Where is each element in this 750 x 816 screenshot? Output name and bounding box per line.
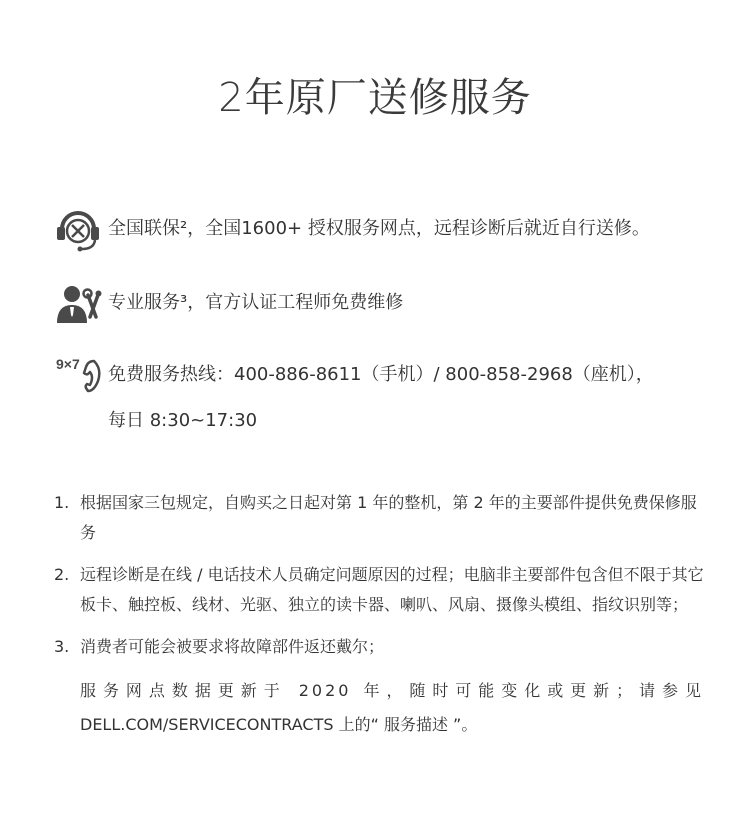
footnote-text: 根据国家三包规定，自购买之日起对第 1 年的整机，第 2 年的主要部件提供免费保修服务 [80, 493, 697, 542]
footnote-1 [54, 488, 704, 548]
footnote-number: 1. [54, 493, 70, 512]
footnote-text: 远程诊断是在线 / 电话技术人员确定问题原因的过程；电脑非主要部件包含但不限于其它板卡、触控板、线材、光驱、独立的读卡器、喇叭、风扇、摄像头模组、指纹识别等； [80, 565, 704, 614]
hotline-numbers: 免费服务热线：400-886-8611（手机）/ 800-858-2968（座机）， [108, 364, 654, 385]
footnote-text: 消费者可能会被要求将故障部件返还戴尔； [80, 637, 385, 656]
hotline-9x7-phone-icon [54, 352, 108, 400]
footnote-service-link-line: DELL.COM/SERVICECONTRACTS 上的“ 服务描述 ”。 [80, 715, 478, 734]
footnote-update-line: 服务网点数据更新于 2020 年，随时可能变化或更新；请参见 [80, 681, 704, 700]
feature-professional-service [54, 280, 714, 328]
hotline-hours: 每日 8:30~17:30 [108, 410, 258, 431]
feature-text: 专业服务³，官方认证工程师免费维修 [108, 292, 404, 313]
feature-text [108, 352, 654, 444]
footnote-number: 3. [54, 637, 70, 656]
page-title: 2年原厂送修服务 [218, 75, 532, 121]
support-headset-icon [54, 206, 108, 254]
engineer-repair-icon [54, 280, 108, 328]
feature-nationwide-warranty [54, 206, 714, 254]
footnote-data-update [80, 674, 704, 742]
feature-text: 全国联保²，全国1600+ 授权服务网点，远程诊断后就近自行送修。 [108, 218, 650, 239]
feature-hotline [54, 352, 714, 444]
footnote-3 [54, 632, 704, 662]
footnotes [54, 488, 704, 742]
footnote-2 [54, 560, 704, 620]
hotline-icon-label: 9×7 [56, 356, 80, 372]
footnote-number: 2. [54, 565, 70, 584]
